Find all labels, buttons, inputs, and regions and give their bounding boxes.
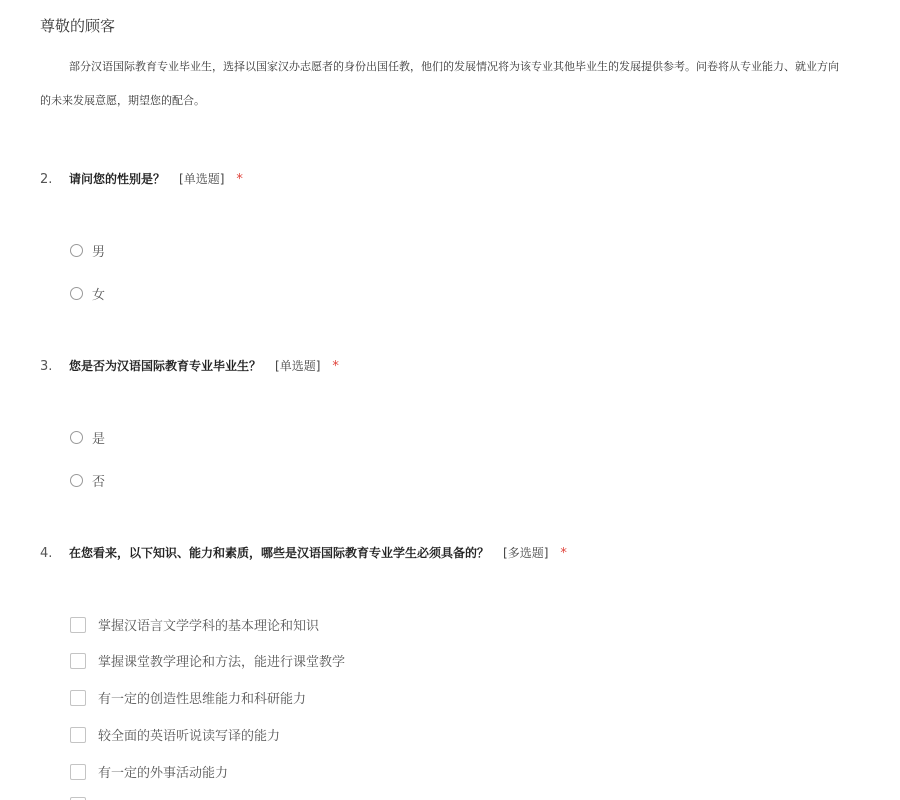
question-text: 您是否为汉语国际教育专业毕业生？ (69, 359, 262, 373)
option-label: 有一定的外事活动能力 (98, 766, 229, 781)
question-number: 3. (40, 359, 53, 374)
checkbox[interactable] (70, 653, 86, 669)
option-label: 否 (92, 475, 106, 490)
q4-option-4[interactable] (70, 725, 280, 744)
required-marker: * (560, 546, 567, 561)
q3-option-yes[interactable] (70, 428, 105, 447)
q3-option-no[interactable] (70, 471, 105, 490)
radio-button[interactable] (70, 431, 83, 444)
radio-button[interactable] (70, 474, 83, 487)
question-3-title (40, 357, 339, 374)
option-label: 是 (92, 432, 106, 447)
checkbox[interactable] (70, 617, 86, 633)
checkbox[interactable] (70, 727, 86, 743)
option-label: 男 (92, 245, 106, 260)
greeting-title: 尊敬的顾客 (40, 17, 116, 35)
checkbox[interactable] (70, 764, 86, 780)
question-type: [单选题] (179, 172, 225, 186)
q4-option-2[interactable] (70, 651, 345, 670)
q2-option-female[interactable] (70, 284, 105, 303)
question-2-title (40, 170, 243, 187)
required-marker: * (332, 359, 339, 374)
question-type: [多选题] (503, 546, 549, 560)
checkbox[interactable] (70, 690, 86, 706)
q4-option-1[interactable] (70, 615, 319, 634)
q2-option-male[interactable] (70, 241, 105, 260)
option-label: 较全面的英语听说读写译的能力 (98, 729, 281, 744)
intro-text-line-1: 部分汉语国际教育专业毕业生，选择以国家汉办志愿者的身份出国任教，他们的发展情况将为该专业其他毕业生的发展提供参考。问卷将从专业能力、就业方向 (69, 60, 839, 73)
question-type: [单选题] (275, 359, 321, 373)
radio-button[interactable] (70, 287, 83, 300)
required-marker: * (236, 172, 243, 187)
question-number: 4. (40, 546, 53, 561)
option-label: 有一定的创造性思维能力和科研能力 (98, 692, 307, 707)
radio-button[interactable] (70, 244, 83, 257)
question-number: 2. (40, 172, 53, 187)
question-4-title (40, 544, 567, 561)
q4-option-5[interactable] (70, 762, 228, 781)
question-text: 请问您的性别是？ (69, 172, 166, 186)
question-text: 在您看来，以下知识、能力和素质，哪些是汉语国际教育专业学生必须具备的？ (69, 546, 490, 560)
option-label: 女 (92, 288, 106, 303)
q4-option-3[interactable] (70, 688, 306, 707)
intro-text-line-2: 的未来发展意愿，期望您的配合。 (40, 94, 205, 107)
option-label: 掌握汉语言文学学科的基本理论和知识 (98, 619, 320, 634)
option-label: 掌握课堂教学理论和方法，能进行课堂教学 (98, 655, 346, 670)
